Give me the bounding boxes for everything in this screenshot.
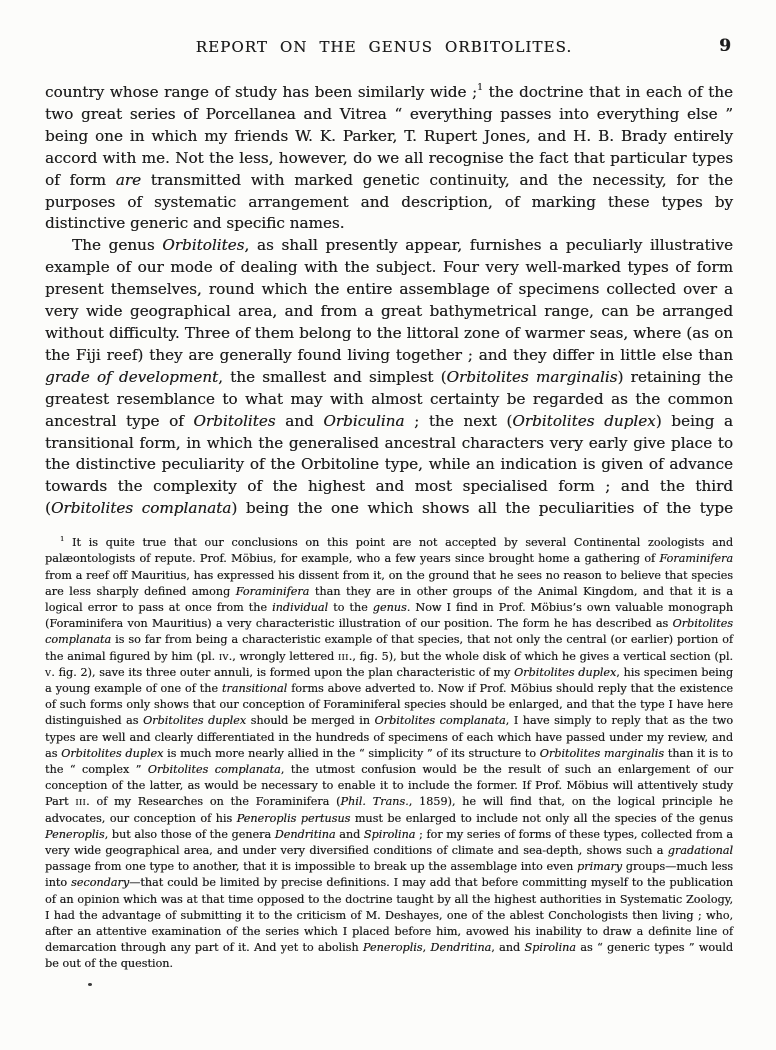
italic-text-run: Spirolina bbox=[524, 941, 576, 955]
text-run: is so far from being a characteristic example of that species, that not only the central (or earlier) portion of the animal figured by him (pl. bbox=[45, 633, 733, 663]
italic-text-run: Orbitolites duplex bbox=[512, 411, 656, 430]
text-run: ., wrongly lettered bbox=[228, 649, 338, 663]
italic-text-run: Peneroplis bbox=[362, 941, 423, 955]
italic-text-run: Orbiculina bbox=[323, 411, 405, 430]
text-run: It is quite true that our conclusions on this point are not accepted by several Continental zoologists and palæontologists of repute. Prof. Möbius, for example, who a few years since brought home a gathering of bbox=[45, 536, 733, 566]
text-run: , 1859), he will find that, on the logical principle he advocates, our conception of his bbox=[45, 795, 733, 825]
page-number: 9 bbox=[719, 36, 731, 56]
text-run: than it is to the “ complex ” bbox=[45, 746, 733, 776]
text-run: , bbox=[422, 941, 431, 955]
italic-text-run: Orbitolites marginalis bbox=[446, 367, 618, 386]
text-run: The genus bbox=[72, 236, 163, 255]
page-header bbox=[45, 38, 733, 60]
body-text bbox=[45, 82, 733, 520]
text-run: , but also those of the genera bbox=[104, 827, 275, 841]
text-run: groups—much less into bbox=[45, 860, 734, 890]
italic-text-run: Foraminifera bbox=[235, 584, 310, 598]
italic-text-run: genus bbox=[372, 600, 407, 614]
italic-text-run: Orbitolites duplex bbox=[513, 665, 617, 679]
text-run: ; the next ( bbox=[404, 411, 513, 430]
text-run: the doctrine that in each of the two great series of Porcellanea and Vitrea “ everything passes into everything else ” being one in which my friends W. K. Parker, T. Rupert Jones, and H. B. Brady entirely accord with me. Not the less, however, do we all recognise the fact that particular types of form bbox=[45, 83, 733, 189]
text-run: ; for my series of forms of these types, collected from a very wide geographical area, and under very diversified conditions of climate and sea-depth, shows such a bbox=[45, 827, 733, 857]
text-run: is much more nearly allied in the “ simplicity ” of its structure to bbox=[163, 746, 540, 760]
text-run: to the bbox=[328, 600, 373, 614]
text-run: forms above adverted to. Now if Prof. Möbius should reply that the existence of such forms only shows that our conception of Foraminiferal species should be enlarged, and that the type I have here distinguished as bbox=[45, 681, 733, 728]
text-run: , the smallest and simplest ( bbox=[218, 367, 447, 386]
italic-text-run: Dendritina bbox=[430, 941, 492, 955]
italic-text-run: Phil. Trans. bbox=[340, 795, 409, 809]
italic-text-run: Peneroplis bbox=[45, 827, 105, 841]
italic-text-run: Orbitolites complanata bbox=[374, 714, 506, 728]
italic-text-run: Dendritina bbox=[274, 827, 336, 841]
italic-text-run: Orbitolites duplex bbox=[142, 714, 247, 728]
text-run: , the utmost confusion would be the result of such an enlargement of our conception of the latter, as would be necessary to enable it to include the former. If Prof. Möbius will attentively study Part bbox=[45, 762, 734, 809]
text-run: ., fig. 5), but the whole disk of which he gives a vertical section (pl. bbox=[348, 649, 733, 663]
footnote bbox=[45, 535, 733, 972]
text-run: must be enlarged to include not only all the species of the genus bbox=[350, 811, 733, 825]
italic-text-run: transitional bbox=[221, 681, 288, 695]
text-run: ) being a transitional form, in which the generalised ancestral characters very early give place to the distinctive peculiarity of the Orbitoline type, while an indication is given of advance towards the complexity of the highest and most specialised form ; and the third ( bbox=[45, 411, 733, 518]
italic-text-run: Orbitolites duplex bbox=[61, 746, 164, 760]
footnote-text bbox=[45, 535, 733, 972]
body-paragraph bbox=[45, 82, 733, 235]
italic-text-run: Spirolina bbox=[363, 827, 416, 841]
italic-text-run: Peneroplis pertusus bbox=[236, 811, 351, 825]
italic-text-run: Orbitolites bbox=[162, 236, 245, 255]
text-run: from a reef off Mauritius, has expressed his dissent from it, on the ground that he sees no reason to believe that species are less sharply defined among bbox=[45, 568, 733, 598]
italic-text-run: grade of development bbox=[45, 367, 219, 386]
italic-text-run: Orbitolites bbox=[193, 411, 276, 430]
text-run: as “ generic types ” would be out of the question. bbox=[45, 941, 733, 971]
text-run: iii bbox=[337, 649, 349, 663]
text-run: and bbox=[335, 827, 364, 841]
italic-text-run: Foraminifera bbox=[659, 552, 733, 566]
text-run: , I have simply to reply that as the two types are well and clearly differentiated in the hundreds of specimens of each which have passed under my review, and as bbox=[45, 714, 733, 760]
text-run: iv bbox=[218, 649, 229, 663]
text-run: . Now I find in Prof. Möbius’s own valuable monograph (Foraminifera von Mauritius) a very characteristic illustration of our position. The form he has described as bbox=[45, 600, 733, 631]
footnote-reference: 1 bbox=[477, 83, 483, 94]
text-run: , as shall presently appear, furnishes a peculiarly illustrative example of our mode of dealing with the subject. Four very well-marked types of form present themselves, round which the entire assemblage of specimens collected over a very wide geographical area, and from a great bathymetrical range, can be arranged without difficulty. Three of them belong to the littoral zone of warmer seas, where (as on the Fiji reef) they are generally found living together ; and they differ in little else than bbox=[45, 236, 733, 364]
italic-text-run: individual bbox=[272, 600, 329, 614]
italic-text-run: Orbitolites marginalis bbox=[539, 746, 665, 760]
italic-text-run: Orbitolites complanata bbox=[50, 499, 232, 518]
italic-text-run: Orbitolites complanata bbox=[147, 762, 281, 776]
body-paragraph bbox=[45, 235, 733, 520]
italic-text-run: gradational bbox=[667, 843, 733, 857]
text-run: v bbox=[45, 665, 52, 679]
text-run: . fig. 2), save its three outer annuli, is formed upon the plan characteristic of my bbox=[51, 665, 514, 679]
text-run: , his specimen being a young example of one of the bbox=[45, 665, 733, 695]
text-run: iii bbox=[75, 795, 87, 809]
text-run: —that could be limited by precise definitions. I may add that before committing myself to the publication of an opinion which was at that time opposed to the doctrine taught by all the highest authorities in Systematic Zoology, I had the advantage of submitting it to the criticism of M. Deshayes, one of the ablest Conchologists then living ; who, after an attentive examination of the series which I placed before him, avowed his inability to draw a definite line of demarcation through any part of it. And yet to abolish bbox=[45, 876, 733, 955]
text-run: and bbox=[275, 411, 324, 430]
scan-artifact-dot bbox=[88, 983, 92, 986]
text-run: . of my Researches on the Foraminifera ( bbox=[86, 795, 341, 809]
text-run: passage from one type to another, that it is impossible to break up the assemblage into even bbox=[45, 860, 577, 874]
text-run: should be merged in bbox=[246, 714, 375, 728]
footnote-reference: 1 bbox=[60, 534, 65, 543]
text-run: than they are in other groups of the Animal Kingdom, and that it is a logical error to pass at once from the bbox=[45, 584, 733, 614]
text-run: country whose range of study has been similarly wide ; bbox=[45, 83, 478, 101]
running-title: REPORT ON THE GENUS ORBITOLITES. bbox=[195, 38, 573, 56]
italic-text-run: secondary bbox=[71, 876, 130, 890]
text-run: ) being the one which shows all the peculiarities of the type bbox=[231, 499, 734, 518]
text-run: transmitted with marked genetic continuity, and the necessity, for the purposes of systematic arrangement and description, of marking these types by distinctive generic and specific names. bbox=[45, 170, 733, 233]
italic-text-run: Orbitolites complanata bbox=[45, 617, 733, 647]
italic-text-run: primary bbox=[576, 860, 622, 874]
italic-text-run: are bbox=[115, 170, 142, 189]
text-run: , and bbox=[491, 941, 525, 955]
text-run: ) retaining the greatest resemblance to what may with almost certainty be regarded as the common ancestral type of bbox=[45, 367, 734, 430]
